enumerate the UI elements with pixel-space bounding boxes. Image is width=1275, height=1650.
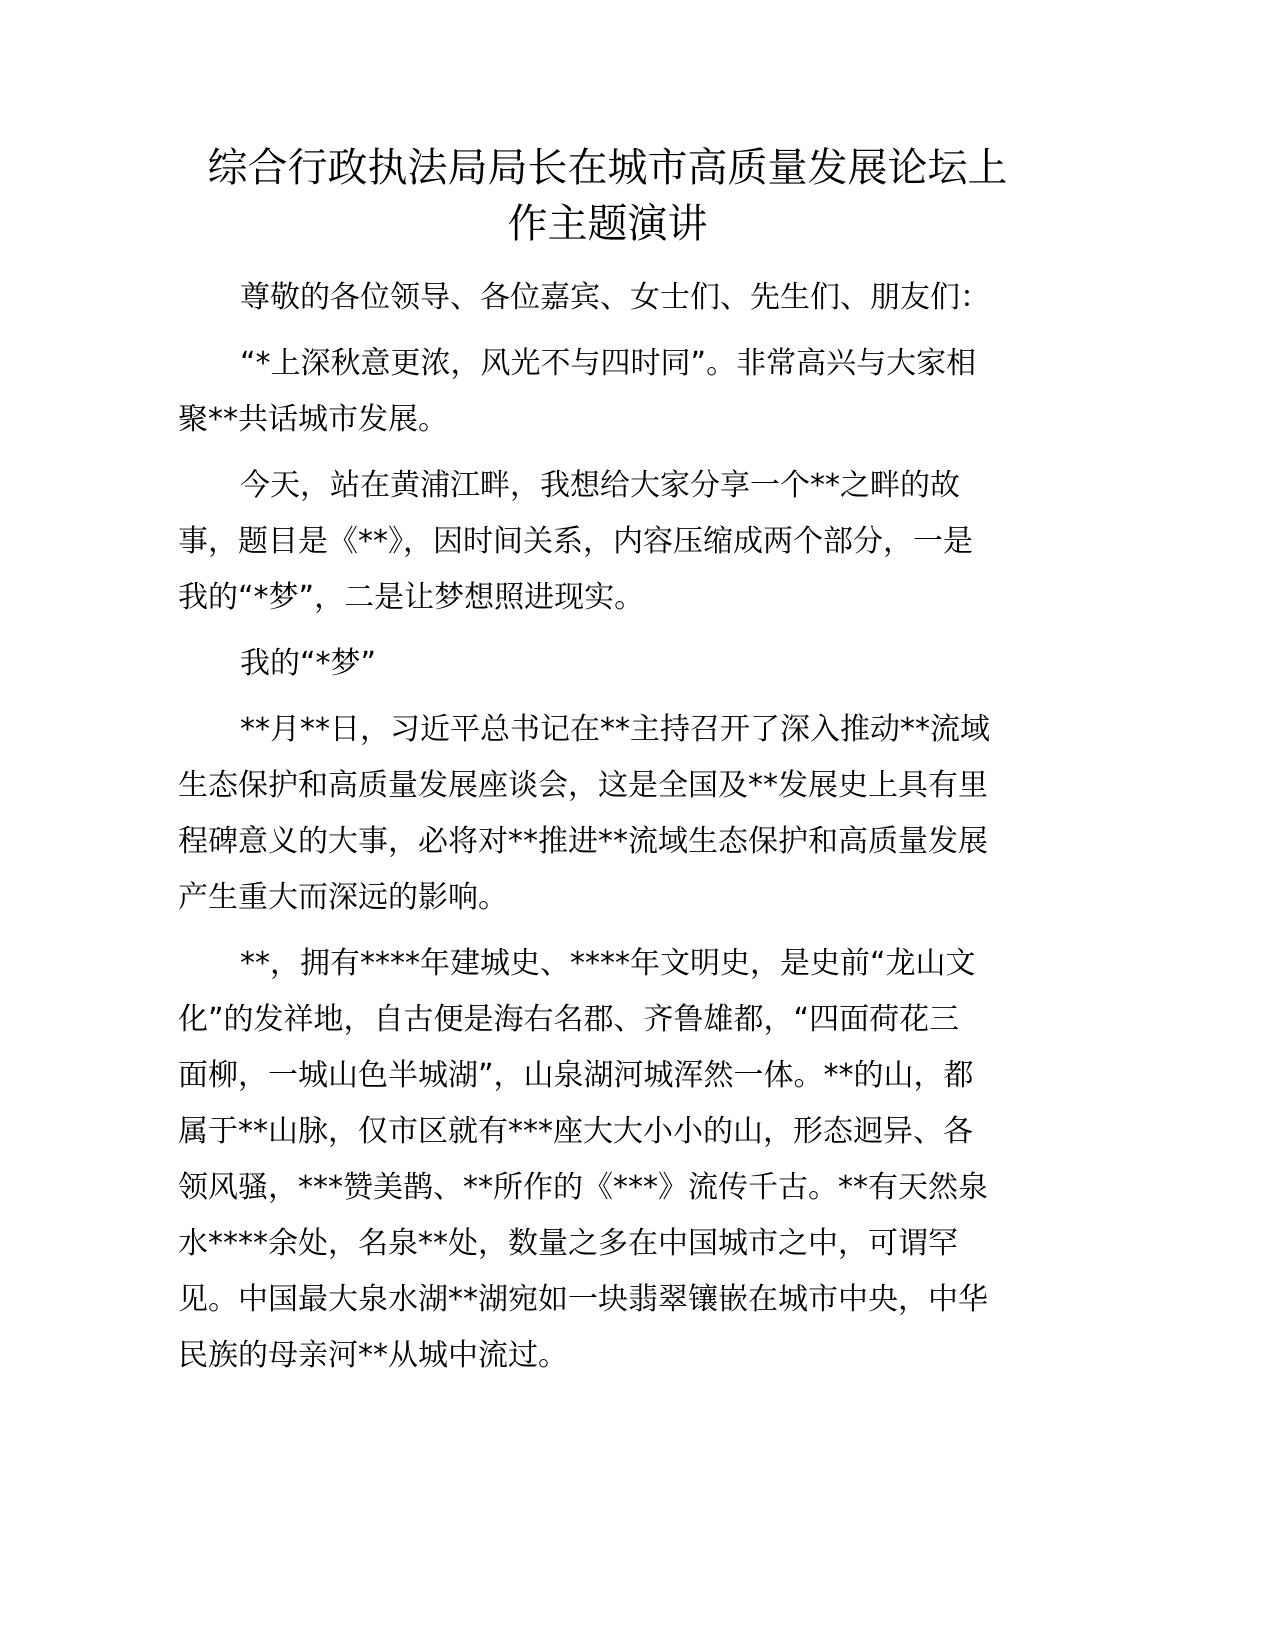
paragraph [178, 702, 1048, 926]
paragraph-line: 生态保护和高质量发展座谈会，这是全国及**发展史上具有里 [178, 768, 988, 803]
paragraph-line: 面柳，一城山色半城湖”，山泉湖河城浑然一体。**的山，都 [178, 1058, 974, 1093]
paragraph-line: 我的“*梦”，二是让梦想照进现实。 [178, 580, 645, 615]
paragraph-line: 尊敬的各位领导、各位嘉宾、女士们、先生们、朋友们： [240, 280, 990, 315]
title-line: 综合行政执法局局长在城市高质量发展论坛上 [207, 145, 1008, 191]
paragraph-line: 产生重大而深远的影响。 [178, 880, 508, 915]
paragraph [178, 270, 1048, 326]
paragraph-line: 聚**共话城市发展。 [178, 402, 448, 437]
paragraph-line: 程碑意义的大事，必将对**推进**流域生态保护和高质量发展 [178, 824, 988, 859]
paragraph-line: 今天，站在黄浦江畔，我想给大家分享一个**之畔的故 [240, 468, 960, 503]
paragraph-line: **，拥有****年建城史、****年文明史，是史前“龙山文 [240, 946, 976, 981]
paragraph-line: 水****余处，名泉**处，数量之多在中国城市之中，可谓罕 [178, 1226, 958, 1261]
document-title [150, 140, 1065, 252]
paragraph [178, 936, 1048, 1384]
paragraph-line: 事，题目是《**》，因时间关系，内容压缩成两个部分，一是 [178, 524, 973, 559]
paragraph-line: 领风骚，***赞美鹊、**所作的《***》流传千古。**有天然泉 [178, 1170, 988, 1205]
paragraph [178, 336, 1048, 448]
paragraph-line: **月**日，习近平总书记在**主持召开了深入推动**流域 [240, 712, 990, 747]
paragraph-line: 化”的发祥地，自古便是海右名郡、齐鲁雄都，“四面荷花三 [178, 1002, 960, 1037]
document-body [178, 270, 1048, 1394]
paragraph-line: 属于**山脉，仅市区就有***座大大小小的山，形态迥异、各 [178, 1114, 973, 1149]
title-line: 作主题演讲 [507, 201, 708, 247]
paragraph-line: 见。中国最大泉水湖**湖宛如一块翡翠镶嵌在城市中央，中华 [178, 1282, 988, 1317]
paragraph [178, 636, 1048, 692]
paragraph [178, 458, 1048, 626]
paragraph-line: “*上深秋意更浓，风光不与四时同”。非常高兴与大家相 [240, 346, 977, 381]
paragraph-line: 民族的母亲河**从城中流过。 [178, 1338, 568, 1373]
paragraph-line: 我的“*梦” [240, 646, 377, 681]
